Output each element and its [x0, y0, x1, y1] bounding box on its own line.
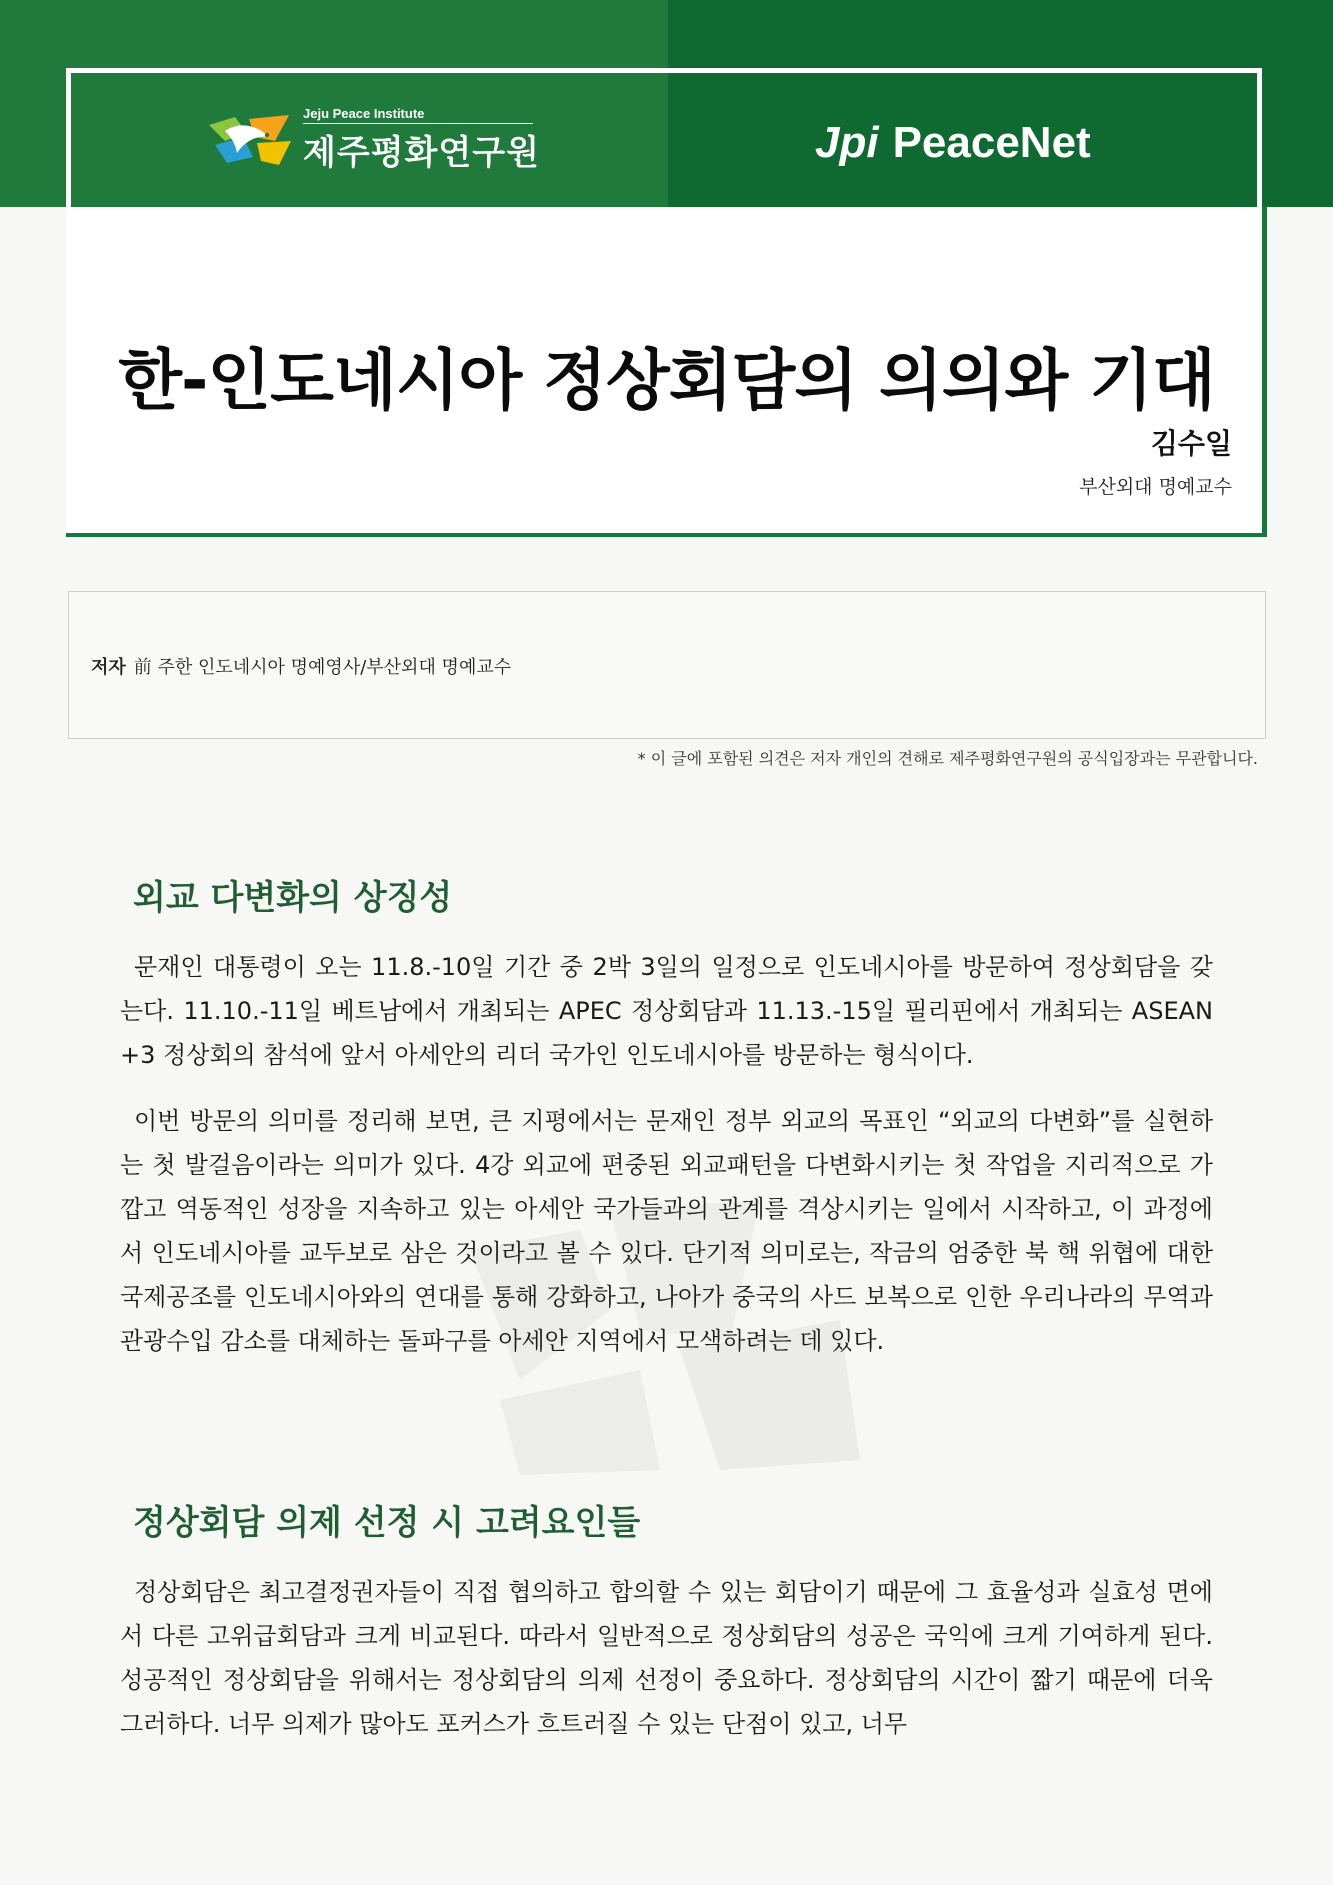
author-name: 김수일	[1150, 427, 1232, 460]
header-band-right	[668, 0, 1333, 207]
disclaimer: * 이 글에 포함된 의견은 저자 개인의 견해로 제주평화연구원의 공식입장과는 무관합니다.	[637, 749, 1258, 768]
author-info-text: 前 주한 인도네시아 명예영사/부산외대 명예교수	[133, 657, 512, 678]
document-title: 한-인도네시아 정상회담의 의의와 기대	[118, 342, 1215, 419]
author-info-box	[68, 591, 1266, 739]
peacenet-logo	[815, 118, 1091, 168]
logo-korean-name: 제주평화연구원	[303, 133, 540, 173]
section-title-1: 외교 다변화의 상징성	[133, 878, 453, 918]
author-info-label: 저자	[91, 657, 126, 678]
section-1-paragraph-1: 문재인 대통령이 오는 11.8.-10일 기간 중 2박 3일의 일정으로 인도네시아를 방문하여 정상회담을 갖는다. 11.10.-11일 베트남에서 개최되는 APEC 정상회담과 11.13.-15일 필리핀에서 개최되는 ASEAN +3 정상회의 참석에 앞서 아세안의 리더 국가인 인도네시아를 방문하는 형식이다.	[120, 953, 1213, 1069]
author-info-line	[91, 653, 511, 679]
jeju-peace-institute-logo	[205, 106, 540, 173]
header-band-left	[0, 0, 668, 207]
title-box	[66, 207, 1267, 537]
peacenet-name: PeaceNet	[892, 118, 1091, 167]
dove-logo-icon	[205, 111, 293, 169]
section-2-paragraph-1: 정상회담은 최고결정권자들이 직접 협의하고 합의할 수 있는 회담이기 때문에 그 효율성과 실효성 면에서 다른 고위급회담과 크게 비교된다. 따라서 일반적으로 정상회담의 성공은 국익에 크게 기여하게 된다. 성공적인 정상회담을 위해서는 정상회담의 의제 선정이 중요하다. 정상회담의 시간이 짧기 때문에 더욱 그러하다. 너무 의제가 많아도 포커스가 흐트러질 수 있는 단점이 있고, 너무	[120, 1578, 1213, 1738]
section-1-paragraph-2: 이번 방문의 의미를 정리해 보면, 큰 지평에서는 문재인 정부 외교의 목표인 “외교의 다변화”를 실현하는 첫 발걸음이라는 의미가 있다. 4강 외교에 편중된 외교패턴을 다변화시키는 첫 작업을 지리적으로 가깝고 역동적인 성장을 지속하고 있는 아세안 국가들과의 관계를 격상시키는 일에서 시작하고, 이 과정에서 인도네시아를 교두보로 삼은 것이라고 볼 수 있다. 단기적 의미로는, 작금의 엄중한 북 핵 위협에 대한 국제공조를 인도네시아와의 연대를 통해 강화하고, 나아가 중국의 사드 보복으로 인한 우리나라의 무역과 관광수입 감소를 대체하는 돌파구를 아세안 지역에서 모색하려는 데 있다.	[120, 1107, 1213, 1355]
logo-english-name: Jeju Peace Institute	[303, 106, 533, 124]
section-title-2: 정상회담 의제 선정 시 고려요인들	[133, 1503, 641, 1543]
peacenet-prefix: Jpi	[815, 118, 879, 167]
author-affiliation: 부산외대 명예교수	[1079, 476, 1232, 498]
